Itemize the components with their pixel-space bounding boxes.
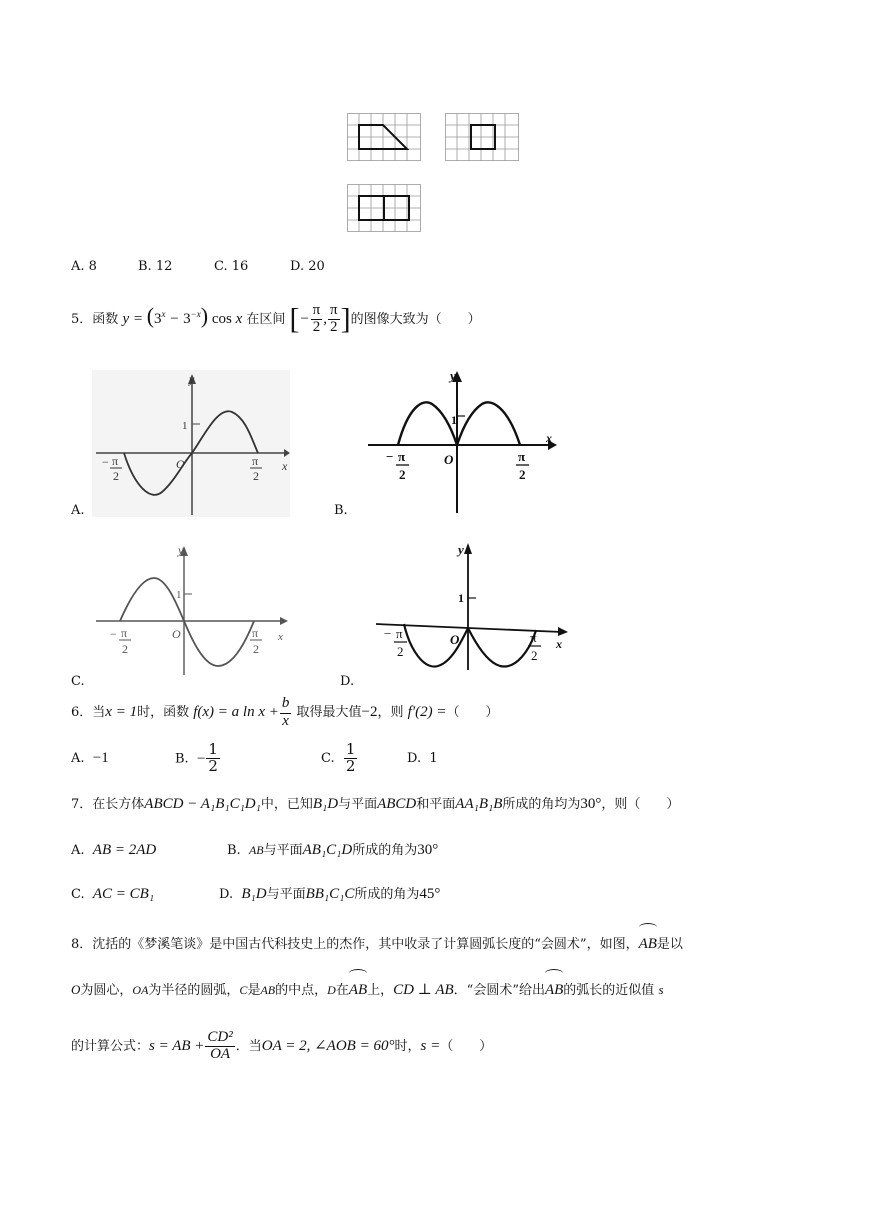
q6-number: 6．: [71, 705, 93, 720]
q5-d-pi: π: [530, 630, 537, 645]
q5-d-neg-two: 2: [397, 644, 404, 659]
q5-graph-b[interactable]: [360, 368, 560, 518]
q5-d-origin: O: [450, 632, 460, 647]
q6-derivative: f′(2) =: [407, 704, 447, 720]
q7-plane2: AA₁B₁B: [455, 796, 503, 812]
q5-text-a: 函数: [92, 312, 119, 327]
q5-function: $y = (3^x - 3^{-x})$ cos x: [122, 303, 243, 328]
q5-a-two: 2: [253, 469, 259, 483]
q6-condition: x = 1: [105, 704, 138, 720]
q7-t6: ，则（ ）: [601, 797, 680, 812]
q7-stem: [71, 792, 679, 817]
q5-text-c: 的图像大致为（ ）: [350, 312, 481, 327]
q4-option-b[interactable]: B. 12: [138, 259, 173, 274]
q5-b-x-label: x: [546, 431, 552, 445]
q5-a-pi: π: [252, 454, 259, 468]
q8-l1a: 沈括的《梦溪笔谈》是中国古代科技史上的杰作，其中收录了计算圆弧长度的“会圆术”，如图，: [92, 937, 639, 952]
three-view-top: [347, 184, 421, 232]
q6-mid2: 取得最大值: [296, 705, 362, 720]
q8-arc-ab-3: AB: [545, 976, 563, 1004]
q5-d-x-label: x: [556, 637, 562, 651]
q5-a-neg-two: 2: [113, 469, 119, 483]
q8-l1b: 是以: [656, 937, 683, 952]
q5-d-neg-pi: π: [396, 626, 403, 641]
q5-b-two: 2: [519, 467, 526, 482]
q6-fraction: $\frac{b}{x}$: [281, 694, 290, 729]
q6-option-a[interactable]: A. −1: [71, 750, 109, 766]
q7-t2: 中，已知: [260, 797, 313, 812]
q6-option-c[interactable]: C. $\frac{1}{2}$: [321, 740, 356, 775]
q8-fraction: $\frac{\text{CD²}}{OA}$: [207, 1029, 233, 1062]
q4-options: [71, 259, 325, 274]
q6-options: [71, 740, 438, 777]
q7-option-c[interactable]: C. AC = CB₁: [71, 886, 155, 902]
q4-option-a[interactable]: A. 8: [71, 259, 97, 274]
q7-t5: 所成的角均为: [502, 797, 581, 812]
q7-t1: 在长方体: [92, 797, 145, 812]
q6-mid: 时，函数: [137, 705, 190, 720]
q5-c-y-label: y: [178, 543, 184, 557]
q7-angle: 30°: [580, 796, 602, 812]
q8-line2: O为圆心，OA为半径的圆弧，C是AB的中点，D在 AB上，CD ⊥ AB．“会圆术”给出 AB的弧长的近似值 s: [71, 976, 664, 1005]
q5-graph-d[interactable]: [370, 540, 570, 675]
q5-label-c[interactable]: C.: [71, 674, 85, 689]
q4-option-d[interactable]: D. 20: [290, 259, 325, 274]
q6-tail: （ ）: [446, 705, 499, 720]
q5-c-pi: π: [252, 626, 259, 640]
q5-c-neg-two: 2: [122, 642, 128, 656]
q5-c-x-label: x: [278, 631, 283, 643]
q5-label-b[interactable]: B.: [334, 503, 348, 518]
q7-t3: 与平面: [338, 797, 378, 812]
q8-condition: OA = 2, ∠AOB = 60°: [261, 1038, 395, 1054]
q5-a-origin: O: [176, 457, 185, 471]
q5-label-a[interactable]: A.: [71, 503, 85, 518]
q5-c-origin: O: [172, 627, 181, 641]
q5-a-one: 1: [182, 420, 188, 432]
q6-function: f(x) = a ln x +: [193, 704, 279, 720]
q8-arc-ab-2: AB: [349, 976, 367, 1004]
q8-oa: OA: [132, 983, 149, 997]
q5-a-y-label: y: [189, 372, 195, 386]
q7-solid: ABCD − A₁B₁C₁D₁: [144, 796, 261, 812]
q5-number: 5．: [71, 312, 93, 327]
q5-d-one: 1: [458, 591, 464, 605]
q5-graph-c[interactable]: [92, 542, 290, 677]
q5-c-two: 2: [253, 642, 259, 656]
q5-b-pi: π: [518, 449, 526, 464]
q8-arc-ab: AB: [639, 930, 657, 958]
q8-line3: 的计算公式：s = AB + $\frac{\text{CD²}}{OA}$ ．当OA = 2, ∠AOB = 60°时，s =（ ）: [71, 1029, 493, 1062]
svg-text:−: −: [386, 449, 394, 464]
q7-option-b[interactable]: B. AB与平面AB₁C₁D所成的角为30°: [227, 842, 439, 858]
q5-b-neg-pi: π: [398, 449, 406, 464]
q5-c-neg-pi: π: [121, 626, 128, 640]
svg-text:−: −: [102, 455, 109, 469]
svg-text:−: −: [110, 627, 117, 641]
three-view-side: [445, 113, 519, 161]
q7-options-row1: [71, 838, 438, 863]
q7-number: 7．: [71, 797, 93, 812]
q7-plane1: ABCD: [377, 796, 417, 812]
q7-t4: 和平面: [416, 797, 456, 812]
q5-b-one: 1: [451, 413, 457, 427]
q7-option-a[interactable]: A. AB = 2AD: [71, 842, 157, 858]
q6-option-d[interactable]: D. 1: [407, 751, 438, 766]
q8-line1: [71, 930, 683, 959]
q6-mid3: ，则: [377, 705, 404, 720]
q8-perp: CD ⊥ AB: [393, 982, 454, 998]
q5-graph-a[interactable]: [92, 370, 290, 517]
q5-text-b: 在区间: [246, 312, 286, 327]
q5-a-neg-pi: π: [112, 454, 119, 468]
q5-d-two: 2: [531, 648, 538, 663]
q5-d-y-label: y: [458, 542, 464, 557]
q5-a-x-label: x: [282, 459, 288, 473]
q7-option-d[interactable]: D. B₁D与平面BB₁C₁C所成的角为45°: [219, 886, 441, 902]
three-view-front: [347, 113, 421, 161]
q5-stem: [71, 300, 481, 340]
q4-option-c[interactable]: C. 16: [214, 259, 249, 274]
q6-maxvalue: −2: [361, 704, 378, 720]
q7-options-row2: [71, 882, 440, 907]
q8-o: O: [71, 982, 81, 997]
svg-text:−: −: [384, 626, 392, 641]
q5-c-one: 1: [176, 589, 182, 601]
q5-b-y-label: y: [450, 368, 456, 383]
q5-b-origin: O: [444, 452, 454, 467]
q7-line: B₁D: [312, 796, 339, 812]
q5-interval: [− $\frac{\pi}{2}$ , $\frac{\pi}{2}$ ]: [289, 302, 351, 336]
q6-option-b[interactable]: B. − $\frac{1}{2}$: [175, 740, 218, 775]
q5-b-neg-two: 2: [399, 467, 406, 482]
q6-prefix: 当: [92, 705, 106, 720]
q8-number: 8．: [71, 937, 93, 952]
q5-label-d[interactable]: D.: [340, 674, 355, 689]
q8-formula: s = AB +: [149, 1038, 205, 1054]
q6-stem: [71, 690, 498, 735]
